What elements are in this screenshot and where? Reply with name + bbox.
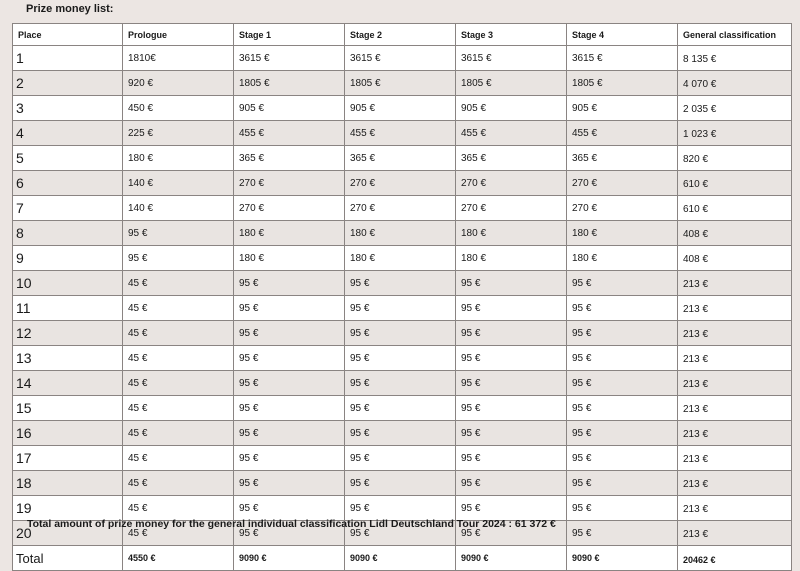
cell-stage-4: 95 €	[567, 371, 678, 396]
cell-stage-2: 905 €	[345, 96, 456, 121]
cell-general-classification: 213 €	[678, 471, 792, 496]
cell-stage-3: 95 €	[456, 321, 567, 346]
cell-stage-3: 3615 €	[456, 46, 567, 71]
cell-stage-3: 455 €	[456, 121, 567, 146]
cell-stage-1: 95 €	[234, 421, 345, 446]
table-row	[13, 346, 792, 371]
table-row	[13, 46, 792, 71]
cell-stage-4: 270 €	[567, 171, 678, 196]
cell-stage-2: 95 €	[345, 521, 456, 546]
cell-stage-2: 95 €	[345, 421, 456, 446]
header-general-classification: General classification	[678, 24, 792, 46]
cell-stage-2: 180 €	[345, 246, 456, 271]
cell-stage-1: 455 €	[234, 121, 345, 146]
cell-place: 19	[13, 496, 123, 521]
table-row	[13, 321, 792, 346]
prize-table-container	[12, 23, 792, 571]
cell-stage-1: 95 €	[234, 496, 345, 521]
cell-stage-4: 905 €	[567, 96, 678, 121]
table-row	[13, 396, 792, 421]
page-title: Prize money list:	[26, 3, 114, 15]
table-row	[13, 371, 792, 396]
cell-stage-1: 95 €	[234, 321, 345, 346]
cell-stage-1: 180 €	[234, 221, 345, 246]
cell-general-classification: 213 €	[678, 396, 792, 421]
cell-stage-2: 95 €	[345, 496, 456, 521]
cell-stage-2: 180 €	[345, 221, 456, 246]
cell-prologue: 45 €	[123, 496, 234, 521]
cell-stage-3: 95 €	[456, 471, 567, 496]
cell-stage-2: 95 €	[345, 446, 456, 471]
cell-stage-3: 95 €	[456, 371, 567, 396]
header-stage-3: Stage 3	[456, 24, 567, 46]
cell-stage-1: 3615 €	[234, 46, 345, 71]
cell-stage-1: 95 €	[234, 371, 345, 396]
cell-prologue: 45 €	[123, 271, 234, 296]
cell-prologue: 180 €	[123, 146, 234, 171]
cell-stage-2: 455 €	[345, 121, 456, 146]
header-stage-4: Stage 4	[567, 24, 678, 46]
cell-general-classification: 8 135 €	[678, 46, 792, 71]
cell-stage-4: 365 €	[567, 146, 678, 171]
table-row	[13, 271, 792, 296]
table-row	[13, 446, 792, 471]
cell-stage-4: 95 €	[567, 396, 678, 421]
cell-stage-4: 270 €	[567, 196, 678, 221]
cell-general-classification: 408 €	[678, 246, 792, 271]
cell-prologue: 95 €	[123, 221, 234, 246]
cell-stage-3: 905 €	[456, 96, 567, 121]
total-stage-2: 9090 €	[345, 546, 456, 571]
cell-general-classification: 2 035 €	[678, 96, 792, 121]
cell-prologue: 920 €	[123, 71, 234, 96]
table-row	[13, 221, 792, 246]
cell-general-classification: 213 €	[678, 446, 792, 471]
cell-prologue: 1810€	[123, 46, 234, 71]
cell-general-classification: 213 €	[678, 421, 792, 446]
cell-stage-1: 95 €	[234, 271, 345, 296]
cell-general-classification: 1 023 €	[678, 121, 792, 146]
cell-place: 7	[13, 196, 123, 221]
cell-prologue: 95 €	[123, 246, 234, 271]
cell-prologue: 140 €	[123, 196, 234, 221]
cell-place: 15	[13, 396, 123, 421]
cell-stage-1: 270 €	[234, 171, 345, 196]
header-stage-1: Stage 1	[234, 24, 345, 46]
cell-stage-4: 95 €	[567, 446, 678, 471]
table-header-row	[13, 24, 792, 46]
cell-stage-4: 95 €	[567, 521, 678, 546]
header-place: Place	[13, 24, 123, 46]
cell-stage-1: 95 €	[234, 396, 345, 421]
cell-stage-1: 180 €	[234, 246, 345, 271]
cell-general-classification: 213 €	[678, 271, 792, 296]
cell-place: 20	[13, 521, 123, 546]
cell-stage-3: 180 €	[456, 246, 567, 271]
cell-stage-4: 95 €	[567, 296, 678, 321]
cell-stage-3: 95 €	[456, 496, 567, 521]
cell-stage-4: 95 €	[567, 471, 678, 496]
cell-stage-3: 95 €	[456, 521, 567, 546]
table-row	[13, 171, 792, 196]
cell-stage-1: 1805 €	[234, 71, 345, 96]
cell-general-classification: 820 €	[678, 146, 792, 171]
totals-label: Total	[13, 546, 123, 571]
cell-prologue: 45 €	[123, 396, 234, 421]
cell-prologue: 45 €	[123, 346, 234, 371]
table-body	[13, 46, 792, 546]
cell-stage-3: 1805 €	[456, 71, 567, 96]
cell-stage-4: 180 €	[567, 246, 678, 271]
cell-stage-4: 95 €	[567, 496, 678, 521]
cell-stage-4: 95 €	[567, 421, 678, 446]
cell-general-classification: 213 €	[678, 521, 792, 546]
cell-place: 1	[13, 46, 123, 71]
table-row	[13, 146, 792, 171]
cell-prologue: 450 €	[123, 96, 234, 121]
cell-stage-2: 95 €	[345, 296, 456, 321]
cell-stage-2: 95 €	[345, 396, 456, 421]
cell-stage-1: 95 €	[234, 471, 345, 496]
cell-stage-3: 95 €	[456, 346, 567, 371]
cell-stage-4: 95 €	[567, 271, 678, 296]
cell-stage-2: 1805 €	[345, 71, 456, 96]
cell-place: 8	[13, 221, 123, 246]
cell-stage-1: 95 €	[234, 346, 345, 371]
cell-stage-3: 270 €	[456, 171, 567, 196]
cell-stage-1: 270 €	[234, 196, 345, 221]
cell-stage-2: 95 €	[345, 271, 456, 296]
cell-place: 3	[13, 96, 123, 121]
cell-place: 13	[13, 346, 123, 371]
cell-prologue: 45 €	[123, 296, 234, 321]
table-row	[13, 71, 792, 96]
cell-place: 14	[13, 371, 123, 396]
cell-stage-2: 95 €	[345, 371, 456, 396]
cell-stage-1: 95 €	[234, 446, 345, 471]
cell-general-classification: 213 €	[678, 321, 792, 346]
table-row	[13, 421, 792, 446]
cell-general-classification: 213 €	[678, 496, 792, 521]
cell-prologue: 45 €	[123, 471, 234, 496]
table-row	[13, 296, 792, 321]
cell-stage-1: 905 €	[234, 96, 345, 121]
table-row	[13, 196, 792, 221]
cell-stage-3: 95 €	[456, 396, 567, 421]
total-stage-1: 9090 €	[234, 546, 345, 571]
totals-row	[13, 546, 792, 571]
cell-place: 4	[13, 121, 123, 146]
cell-stage-3: 95 €	[456, 421, 567, 446]
cell-stage-1: 95 €	[234, 296, 345, 321]
cell-general-classification: 610 €	[678, 171, 792, 196]
cell-general-classification: 213 €	[678, 296, 792, 321]
total-prize-money-note: Total amount of prize money for the general individual classification Lidl Deutschland Tour 2024 : 61 372 €	[27, 518, 556, 530]
cell-place: 12	[13, 321, 123, 346]
cell-place: 6	[13, 171, 123, 196]
cell-stage-4: 180 €	[567, 221, 678, 246]
table-row	[13, 246, 792, 271]
cell-stage-2: 270 €	[345, 171, 456, 196]
header-prologue: Prologue	[123, 24, 234, 46]
header-stage-2: Stage 2	[345, 24, 456, 46]
total-general-classification: 20462 €	[678, 546, 792, 571]
total-prologue: 4550 €	[123, 546, 234, 571]
cell-place: 16	[13, 421, 123, 446]
cell-stage-3: 180 €	[456, 221, 567, 246]
cell-place: 11	[13, 296, 123, 321]
table-row	[13, 96, 792, 121]
cell-prologue: 45 €	[123, 446, 234, 471]
cell-place: 2	[13, 71, 123, 96]
cell-stage-3: 95 €	[456, 446, 567, 471]
table-row	[13, 471, 792, 496]
cell-stage-2: 95 €	[345, 321, 456, 346]
cell-stage-1: 95 €	[234, 521, 345, 546]
table-row	[13, 121, 792, 146]
cell-stage-4: 95 €	[567, 346, 678, 371]
cell-general-classification: 408 €	[678, 221, 792, 246]
cell-stage-2: 95 €	[345, 346, 456, 371]
cell-stage-4: 95 €	[567, 321, 678, 346]
prize-money-table	[12, 23, 792, 571]
cell-place: 17	[13, 446, 123, 471]
cell-stage-2: 365 €	[345, 146, 456, 171]
cell-place: 5	[13, 146, 123, 171]
cell-stage-2: 3615 €	[345, 46, 456, 71]
cell-stage-3: 270 €	[456, 196, 567, 221]
cell-prologue: 225 €	[123, 121, 234, 146]
cell-stage-4: 455 €	[567, 121, 678, 146]
cell-general-classification: 213 €	[678, 371, 792, 396]
cell-prologue: 45 €	[123, 421, 234, 446]
cell-stage-4: 1805 €	[567, 71, 678, 96]
table-row	[13, 496, 792, 521]
cell-prologue: 45 €	[123, 521, 234, 546]
cell-stage-3: 95 €	[456, 271, 567, 296]
cell-stage-3: 365 €	[456, 146, 567, 171]
cell-stage-3: 95 €	[456, 296, 567, 321]
cell-stage-1: 365 €	[234, 146, 345, 171]
cell-general-classification: 610 €	[678, 196, 792, 221]
total-stage-3: 9090 €	[456, 546, 567, 571]
cell-stage-2: 270 €	[345, 196, 456, 221]
cell-stage-2: 95 €	[345, 471, 456, 496]
cell-general-classification: 4 070 €	[678, 71, 792, 96]
cell-place: 9	[13, 246, 123, 271]
cell-stage-4: 3615 €	[567, 46, 678, 71]
cell-prologue: 140 €	[123, 171, 234, 196]
total-stage-4: 9090 €	[567, 546, 678, 571]
cell-general-classification: 213 €	[678, 346, 792, 371]
cell-prologue: 45 €	[123, 321, 234, 346]
cell-place: 10	[13, 271, 123, 296]
cell-place: 18	[13, 471, 123, 496]
cell-prologue: 45 €	[123, 371, 234, 396]
